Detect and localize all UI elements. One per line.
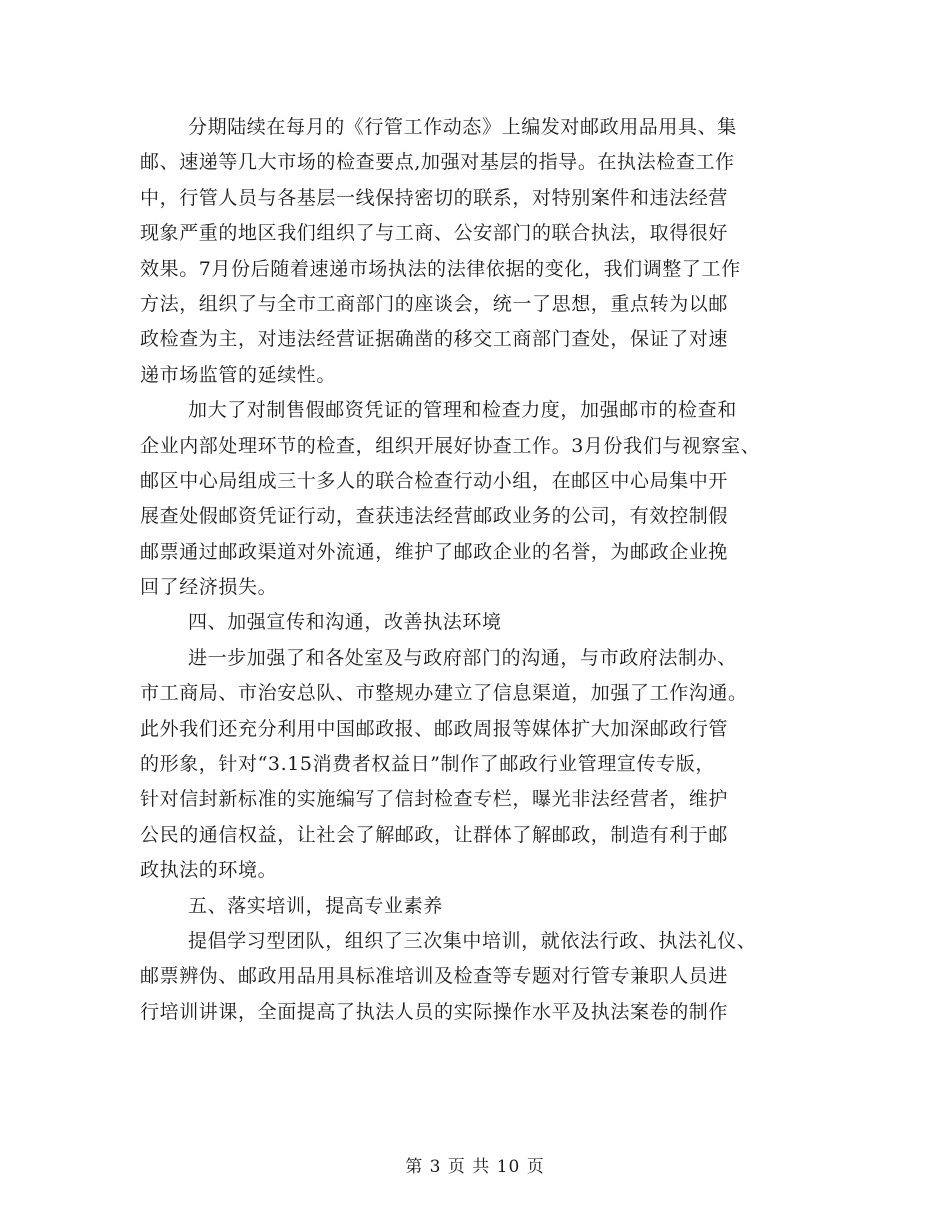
text-line: 企业内部处理环节的检查，组织开展好协查工作。3月份我们与视察室、: [140, 434, 761, 457]
document-body: [140, 110, 820, 1030]
text-line: 分期陆续在每月的《行管工作动态》上编发对邮政用品用具、集: [188, 116, 737, 138]
text-line: 邮票辨伪、邮政用品用具标准培训及检查等专题对行管专兼职人员进: [140, 965, 729, 988]
text-line: 四、加强宣传和沟通，改善执法环境: [188, 611, 502, 634]
text-line: 行培训讲课，全面提高了执法人员的实际操作水平及执法案卷的制作: [140, 1000, 729, 1023]
text-line: 针对信封新标准的实施编写了信封检查专栏，曝光非法经营者，维护: [140, 788, 729, 811]
page-number-label: 第 3 页 共 10 页: [405, 1157, 545, 1177]
text-line: 现象严重的地区我们组织了与工商、公安部门的联合执法，取得很好: [140, 222, 729, 245]
text-line: 效果。7月份后随着速递市场执法的法律依据的变化，我们调整了工作: [140, 257, 741, 280]
text-line: 邮票通过邮政渠道对外流通，维护了邮政企业的名誉，为邮政企业挽: [140, 540, 729, 563]
text-line: 政执法的环境。: [140, 859, 278, 882]
text-line: 政检查为主，对违法经营证据确凿的移交工商部门查处，保证了对速: [140, 328, 729, 351]
text-line: 市工商局、市治安总队、市整规办建立了信息渠道，加强了工作沟通。: [140, 682, 748, 705]
text-line: 加大了对制售假邮资凭证的管理和检查力度，加强邮市的检查和: [188, 399, 737, 422]
text-line: 递市场监管的延续性。: [140, 363, 337, 386]
text-line: 公民的通信权益，让社会了解邮政，让群体了解邮政，制造有利于邮: [140, 823, 729, 846]
text-line: 五、落实培训，提高专业素养: [188, 894, 443, 917]
text-line: 进一步加强了和各处室及与政府部门的沟通，与市政府法制办、: [188, 646, 737, 669]
text-line: 回了经济损失。: [140, 576, 278, 599]
page-footer: [0, 1152, 950, 1177]
text-line: 邮、速递等几大市场的检查要点,加强对基层的指导。在执法检查工作: [140, 151, 735, 174]
text-line: 邮区中心局组成三十多人的联合检查行动小组，在邮区中心局集中开: [140, 469, 729, 492]
text-line: 的形象，针对“3.15消费者权益日”制作了邮政行业管理宣传专版，: [140, 753, 715, 776]
text-line: 展查处假邮资凭证行动，查获违法经营邮政业务的公司，有效控制假: [140, 505, 729, 528]
text-line: 提倡学习型团队，组织了三次集中培训，就依法行政、执法礼仪、: [188, 929, 757, 952]
text-line: 方法，组织了与全市工商部门的座谈会，统一了思想，重点转为以邮: [140, 292, 729, 315]
text-line: 中，行管人员与各基层一线保持密切的联系，对特别案件和违法经营: [140, 186, 729, 209]
text-line: 此外我们还充分利用中国邮政报、邮政周报等媒体扩大加深邮政行管: [140, 717, 729, 740]
